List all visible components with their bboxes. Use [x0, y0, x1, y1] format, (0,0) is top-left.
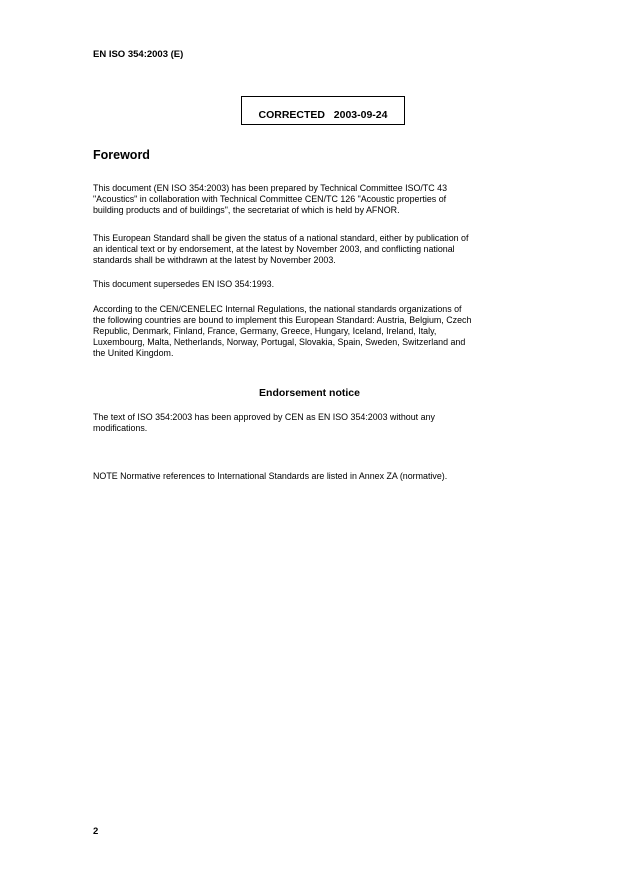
text-line: standards shall be withdrawn at the latest by November 2003. — [93, 254, 336, 265]
text-line: Luxembourg, Malta, Netherlands, Norway, Portugal, Slovakia, Spain, Sweden, Switzerland and — [93, 336, 466, 347]
text-line: According to the CEN/CENELEC Internal Regulations, the national standards organizations of — [93, 304, 462, 314]
text-line: the following countries are bound to implement this European Standard: Austria, Belgium, Czech — [93, 314, 472, 325]
endorsement-note — [93, 449, 543, 504]
foreword-paragraph-1 — [93, 183, 543, 216]
text-line: the United Kingdom. — [93, 347, 174, 358]
endorsement-heading: Endorsement notice — [259, 387, 360, 399]
foreword-heading: Foreword — [93, 148, 150, 162]
text-line: NOTE Normative references to International Standards are listed in Annex ZA (normative). — [93, 470, 448, 481]
text-line: The text of ISO 354:2003 has been approved by CEN as EN ISO 354:2003 without any — [93, 412, 435, 422]
text-line: building products and of buildings", the secretariat of which is held by AFNOR. — [93, 204, 400, 215]
foreword-paragraph-3 — [93, 279, 543, 290]
text-line: an identical text or by endorsement, at the latest by November 2003, and conflicting national — [93, 243, 455, 254]
text-line: This document (EN ISO 354:2003) has been prepared by Technical Committee ISO/TC 43 — [93, 183, 448, 193]
text-line: This European Standard shall be given the status of a national standard, either by publication of — [93, 233, 469, 243]
foreword-paragraph-2 — [93, 233, 543, 266]
endorsement-paragraph-1 — [93, 412, 543, 434]
text-line: Republic, Denmark, Finland, France, Germany, Greece, Hungary, Iceland, Ireland, Italy, — [93, 325, 437, 336]
text-line: "Acoustics" in collaboration with Technical Committee CEN/TC 126 "Acoustic properties of — [93, 193, 447, 204]
text-line: modifications. — [93, 422, 148, 433]
foreword-paragraph-4 — [93, 304, 543, 359]
document-header: EN ISO 354:2003 (E) — [93, 49, 184, 60]
page-number: 2 — [93, 826, 99, 837]
corrected-stamp: CORRECTED 2003-09-24 — [241, 96, 405, 125]
text-line: This document supersedes EN ISO 354:1993. — [93, 279, 275, 289]
